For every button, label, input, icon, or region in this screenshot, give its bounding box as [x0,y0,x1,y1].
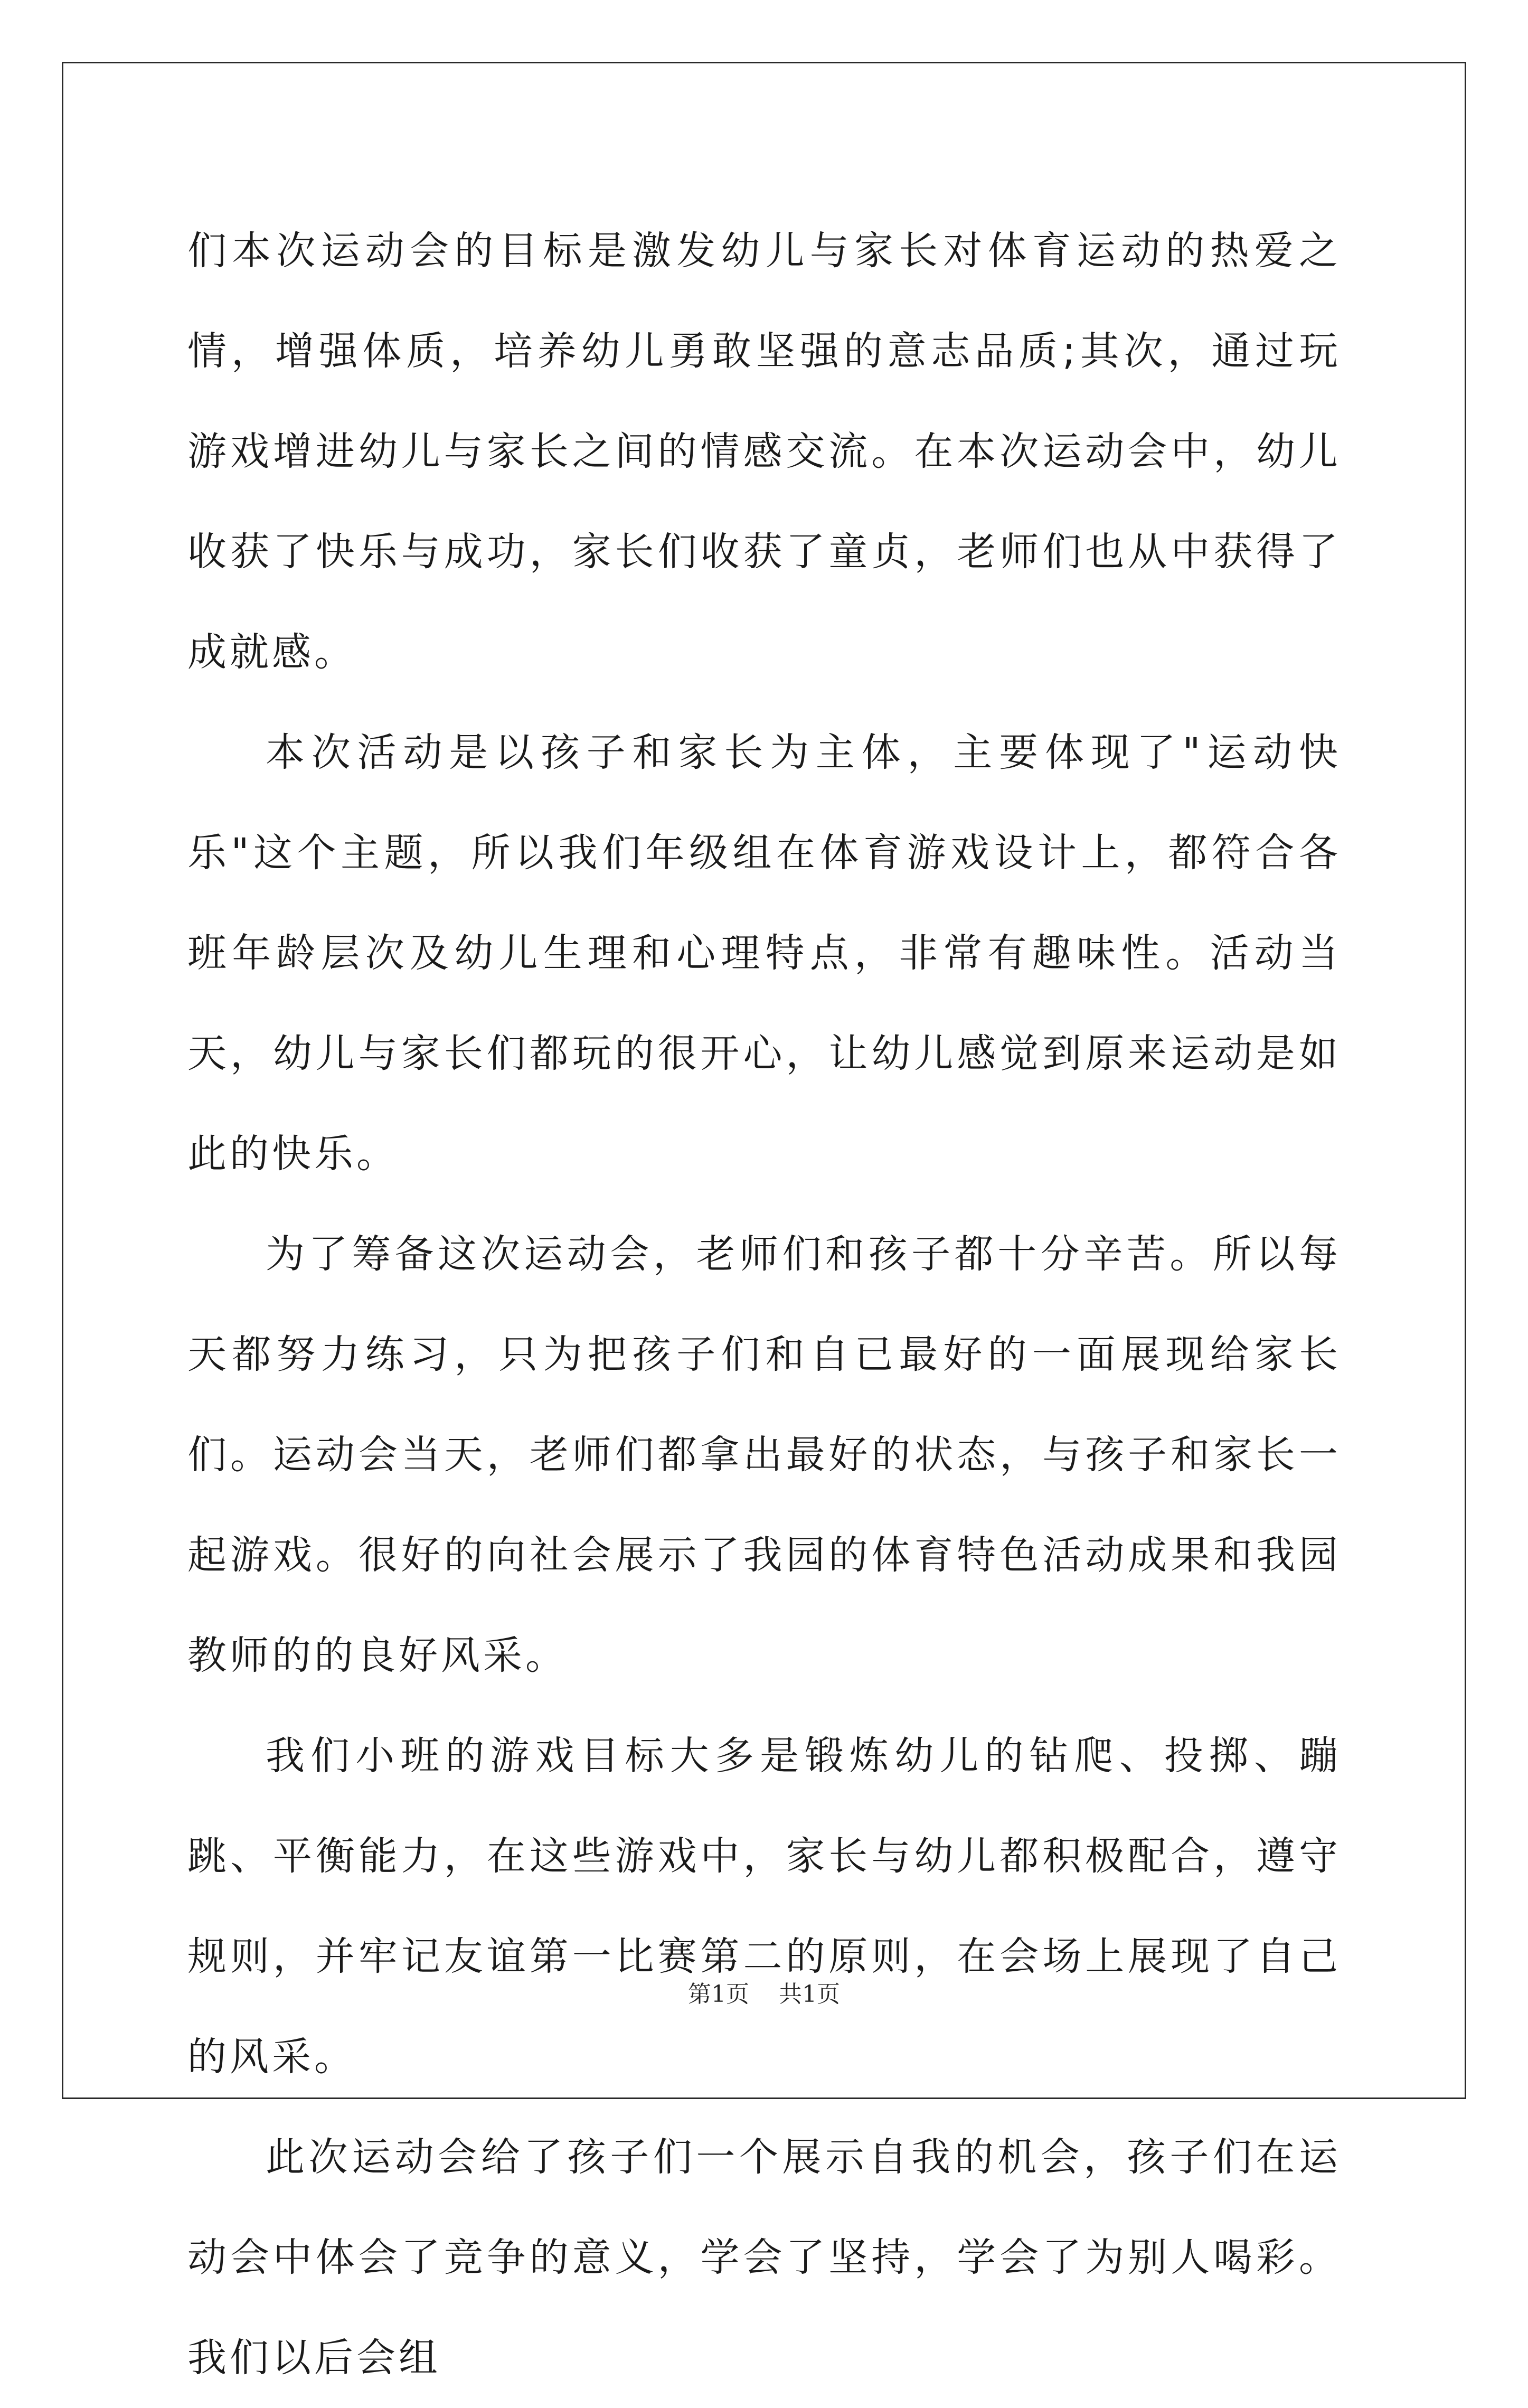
paragraph-4: 我们小班的游戏目标大多是锻炼幼儿的钻爬、投掷、蹦跳、平衡能力，在这些游戏中，家长与幼儿都积极配合，遵守规则，并牢记友谊第一比赛第二的原则，在会场上展现了自己的风采。 [187,1733,1341,2080]
page-number: 第1页 [688,1981,749,2008]
page-footer [0,1975,1528,2009]
document-body [187,201,1341,2408]
paragraph-2: 本次活动是以孩子和家长为主体，主要体现了"运动快乐"这个主题，所以我们年级组在体育游戏设计上，都符合各班年龄层次及幼儿生理和心理特点，非常有趣味性。活动当天，幼儿与家长们都玩的很开心，让幼儿感觉到原来运动是如此的快乐。 [187,730,1341,1177]
page-total: 共1页 [779,1981,840,2008]
paragraph-3: 为了筹备这次运动会，老师们和孩子都十分辛苦。所以每天都努力练习，只为把孩子们和自已最好的一面展现给家长们。运动会当天，老师们都拿出最好的状态，与孩子和家长一起游戏。很好的向社会展示了我园的体育特色活动成果和我园教师的的良好风采。 [187,1231,1341,1678]
paragraph-1: 们本次运动会的目标是激发幼儿与家长对体育运动的热爱之情，增强体质，培养幼儿勇敢坚强的意志品质;其次，通过玩游戏增进幼儿与家长之间的情感交流。在本次运动会中，幼儿收获了快乐与成功，家长们收获了童贞，老师们也从中获得了成就感。 [187,228,1341,675]
paragraph-5: 此次运动会给了孩子们一个展示自我的机会，孩子们在运动会中体会了竞争的意义，学会了坚持，学会了为别人喝彩。我们以后会组 [187,2134,1341,2381]
